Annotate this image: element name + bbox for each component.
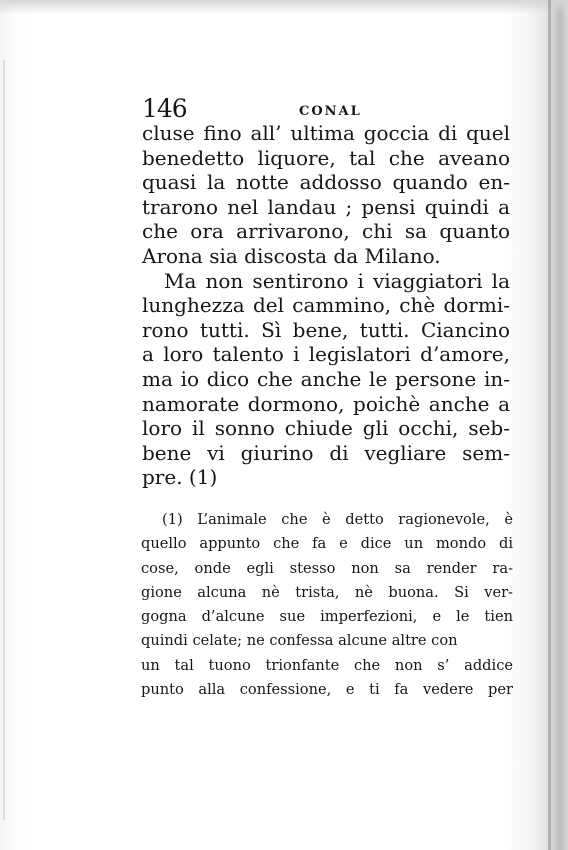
footnote-line: gione alcuna nè trista, nè buona. Si ver- [141, 583, 513, 601]
text-line: rono tutti. Sì bene, tutti. Ciancino [142, 317, 510, 342]
page-number: 146 [142, 94, 187, 123]
footnote-line: quello appunto che fa e dice un mondo di [141, 535, 513, 553]
text-line: cluse fino all’ ultima goccia di quel [142, 121, 510, 145]
left-page-edge [3, 60, 5, 820]
main-text-block [142, 121, 510, 490]
text-line: quasi la notte addosso quando en- [142, 170, 510, 195]
text-line: namorate dormono, poichè anche a [142, 391, 510, 416]
footnote-block [141, 508, 513, 702]
running-title: CONAL [299, 104, 362, 119]
text-line: a loro talento i legislatori d’amore, [142, 342, 510, 367]
text-line: che ora arrivarono, chi sa quanto [142, 219, 510, 244]
footnote-line: cose, onde egli stesso non sa render ra- [141, 559, 513, 577]
footnote-line: quindi celate; ne confessa alcune altre con [141, 632, 458, 650]
text-line: ma io dico che anche le persone in- [142, 366, 510, 391]
text-line: Arona sia discosta da Milano. [142, 243, 441, 268]
text-line: Ma non sentirono i viaggiatori la [164, 268, 510, 293]
footnote-line: gogna d’alcune sue imperfezioni, e le tien [141, 608, 513, 626]
text-line: trarono nel landau ; pensi quindi a [142, 194, 510, 219]
text-line: pre. (1) [142, 465, 218, 490]
footnote-line: (1) L’animale che è detto ragionevole, è [162, 511, 513, 528]
top-shadow [0, 0, 568, 14]
text-line: benedetto liquore, tal che aveano [142, 145, 510, 170]
footnote-line: punto alla confessione, e ti fa vedere per [141, 681, 513, 699]
right-page-edge [548, 0, 551, 850]
text-line: bene vi giurino di vegliare sem- [142, 440, 510, 465]
footnote-line: un tal tuono trionfante che non s’ addice [141, 656, 513, 674]
text-line: lunghezza del cammino, chè dormi- [142, 293, 510, 318]
text-line: loro il sonno chiude gli occhi, seb- [142, 416, 510, 441]
